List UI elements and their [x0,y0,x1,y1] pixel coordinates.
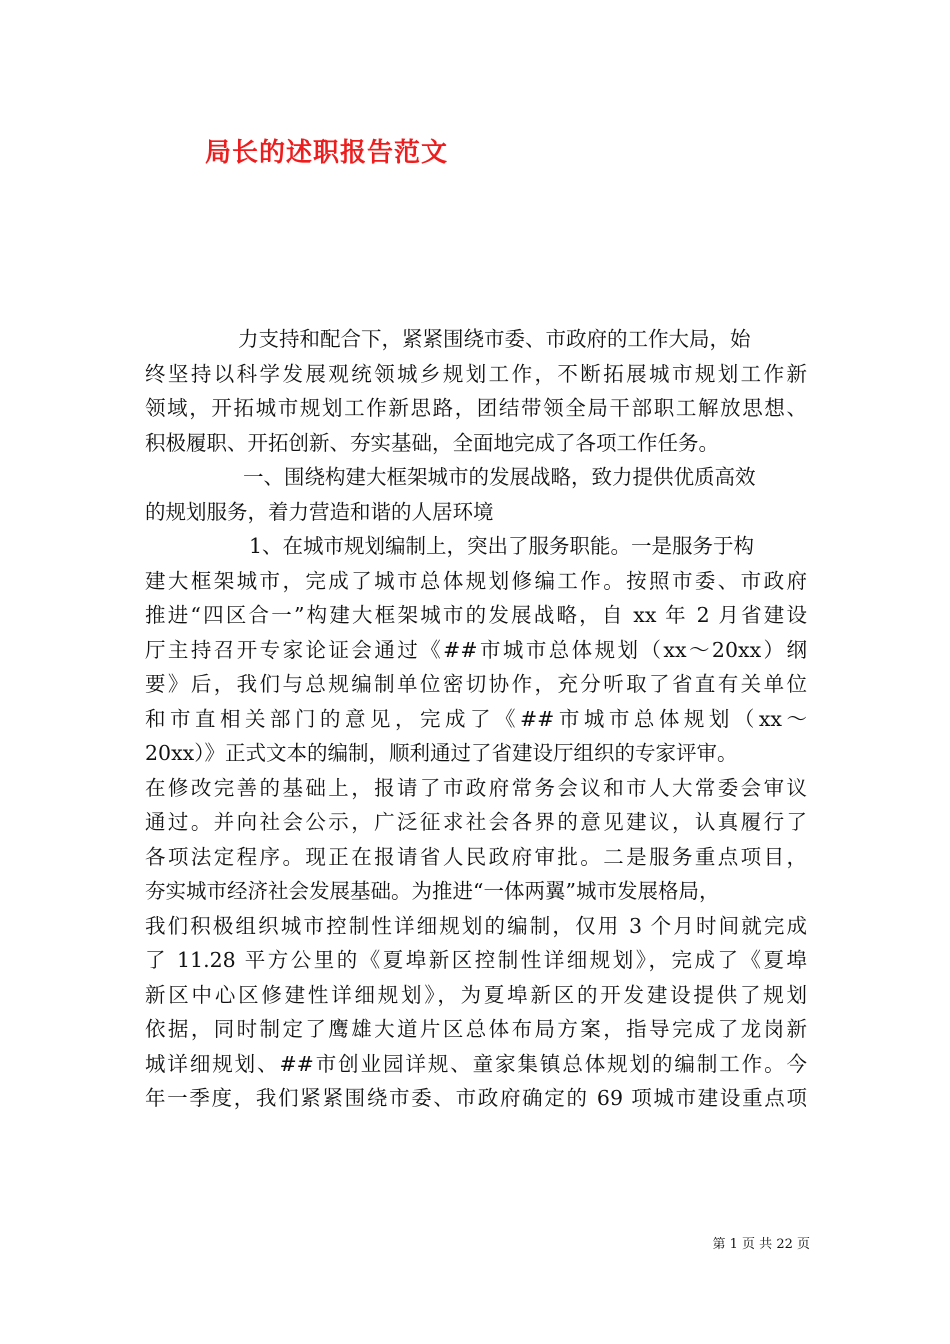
document-body [145,322,807,1116]
paragraph-line: 和市直相关部门的意见，完成了《##市城市总体规划（xx～ [145,706,807,731]
paragraph-line: 积极履职、开拓创新、夯实基础，全面地完成了各项工作任务。 [145,430,719,455]
paragraph-line: 年一季度，我们紧紧围绕市委、市政府确定的 69 项城市建设重点项 [145,1086,807,1110]
paragraph-line: 在修改完善的基础上，报请了市政府常务会议和市人大常委会审议 [145,775,807,800]
paragraph-line: 推进“四区合一”构建大框架城市的发展战略，自 xx 年 2 月省建设 [145,603,807,627]
section-heading-line: 的规划服务，着力营造和谐的人居环境 [145,499,494,524]
paragraph-line: 城详细规划、##市创业园详规、童家集镇总体规划的编制工作。今 [145,1051,807,1076]
paragraph-line: 厅主持召开专家论证会通过《##市城市总体规划（xx～20xx）纲 [145,637,807,662]
paragraph-line: 夯实城市经济社会发展基础。为推进“一体两翼”城市发展格局， [145,879,720,903]
paragraph-line: 新区中心区修建性详细规划》，为夏埠新区的开发建设提供了规划 [145,982,807,1007]
paragraph-line: 了 11.28 平方公里的《夏埠新区控制性详细规划》，完成了《夏埠 [145,948,807,972]
paragraph-line: 各项法定程序。现正在报请省人民政府审批。二是服务重点项目， [145,844,807,869]
paragraph-line: 建大框架城市，完成了城市总体规划修编工作。按照市委、市政府 [145,568,807,593]
paragraph-line: 通过。并向社会公示，广泛征求社会各界的意见建议，认真履行了 [145,810,807,834]
paragraph-line: 领域，开拓城市规划工作新思路，团结带领全局干部职工解放思想、 [145,396,807,420]
paragraph-line: 力支持和配合下，紧紧围绕市委、市政府的工作大局，始 [238,327,751,351]
paragraph-line: 要》后，我们与总规编制单位密切协作，充分听取了省直有关单位 [145,672,807,696]
paragraph-line: 20xx）》正式文本的编制，顺利通过了省建设厅组织的专家评审。 [145,741,738,765]
paragraph-line: 1、在城市规划编制上，突出了服务职能。一是服务于构 [249,534,755,558]
paragraph-line: 终坚持以科学发展观统领城乡规划工作，不断拓展城市规划工作新 [145,361,807,386]
page-number: 第 1 页 共 22 页 [712,1237,810,1252]
paragraph-line: 依据，同时制定了鹰雄大道片区总体布局方案，指导完成了龙岗新 [145,1017,807,1041]
section-heading-line: 一、围绕构建大框架城市的发展战略，致力提供优质高效 [243,465,756,489]
paragraph-line: 我们积极组织城市控制性详细规划的编制，仅用 3 个月时间就完成 [145,913,807,938]
document-title: 局长的述职报告范文 [205,138,449,168]
